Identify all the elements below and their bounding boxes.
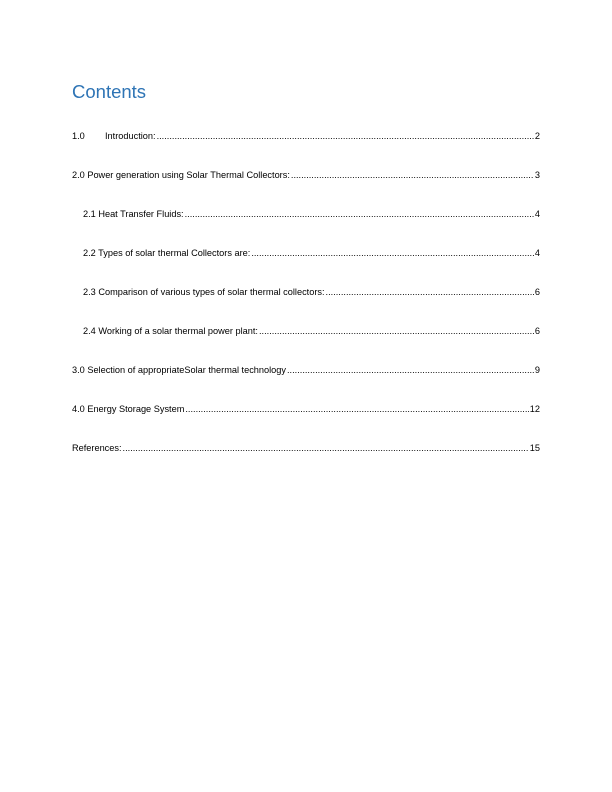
toc-entry-label: Introduction: xyxy=(105,131,156,141)
toc-entry-page: 6 xyxy=(534,287,540,297)
toc-entry-title: 2.2 Types of solar thermal Collectors are: xyxy=(83,248,251,258)
toc-entry-heat-transfer-fluids[interactable] xyxy=(72,207,540,246)
toc-entry-number: 1.0 xyxy=(72,131,85,141)
toc-entry-selection-of-technology[interactable] xyxy=(72,363,540,402)
toc-entry-title: References: xyxy=(72,443,122,453)
toc-dot-leader xyxy=(291,168,534,182)
toc-entry-title: 2.0 Power generation using Solar Thermal Collectors: xyxy=(72,170,290,180)
toc-entry-references[interactable] xyxy=(72,441,540,480)
toc-dot-leader xyxy=(326,285,534,299)
toc-dot-leader xyxy=(287,363,534,377)
toc-dot-leader xyxy=(185,402,528,416)
toc-dot-leader xyxy=(123,441,529,455)
toc-entry-introduction[interactable] xyxy=(72,129,540,168)
toc-dot-leader xyxy=(185,207,534,221)
toc-entry-title: 2.3 Comparison of various types of solar thermal collectors: xyxy=(83,287,325,297)
toc-entry-page: 9 xyxy=(534,365,540,375)
toc-entry-page: 4 xyxy=(534,248,540,258)
toc-entry-page: 3 xyxy=(534,170,540,180)
toc-entry-types-of-collectors[interactable] xyxy=(72,246,540,285)
toc-entry-title: 2.4 Working of a solar thermal power plant: xyxy=(83,326,258,336)
table-of-contents xyxy=(72,129,540,480)
toc-dot-leader xyxy=(259,324,534,338)
toc-entry-title xyxy=(72,129,156,143)
toc-dot-leader xyxy=(157,129,534,143)
toc-entry-title: 2.1 Heat Transfer Fluids: xyxy=(83,209,184,219)
toc-entry-title: 3.0 Selection of appropriateSolar thermal technology xyxy=(72,365,286,375)
toc-entry-page: 6 xyxy=(534,326,540,336)
toc-entry-page: 12 xyxy=(529,404,540,414)
toc-entry-power-generation[interactable] xyxy=(72,168,540,207)
toc-entry-page: 2 xyxy=(534,131,540,141)
toc-entry-working-of-power-plant[interactable] xyxy=(72,324,540,363)
toc-entry-energy-storage[interactable] xyxy=(72,402,540,441)
toc-entry-title: 4.0 Energy Storage System xyxy=(72,404,185,414)
toc-heading: Contents xyxy=(72,81,147,102)
toc-entry-comparison-of-collectors[interactable] xyxy=(72,285,540,324)
toc-entry-page: 15 xyxy=(529,443,540,453)
toc-entry-page: 4 xyxy=(534,209,540,219)
toc-dot-leader xyxy=(251,246,534,260)
